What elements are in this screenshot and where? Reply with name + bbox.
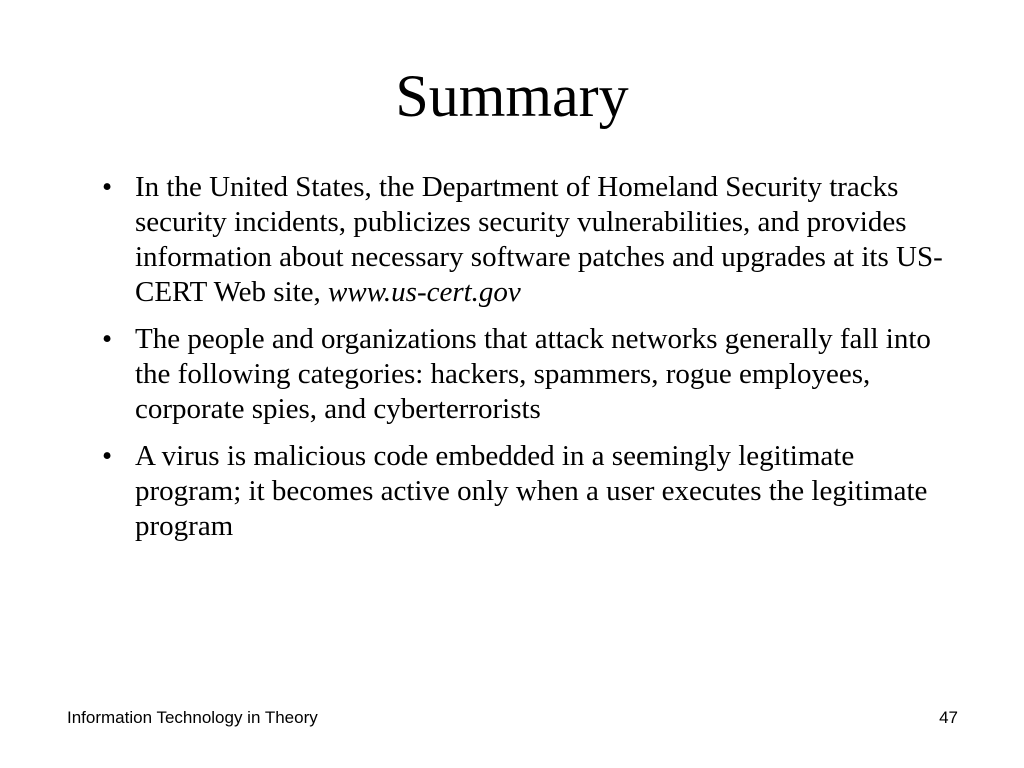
bullet-marker: • (102, 323, 113, 355)
bullet-text: In the United States, the Department of Homeland Security tracks security incidents, publicizes security vulnerabilities, and provides information about necessary software patches and upgrades at its US-CERT Web site, (135, 171, 943, 308)
bullet-list (100, 170, 960, 556)
us-cert-url: www.us-cert.gov (328, 276, 521, 308)
bullet-text: The people and organizations that attack networks generally fall into the following categories: hackers, spammers, rogue employees, corporate spies, and cyberterrorists (135, 323, 931, 425)
bullet-item (100, 322, 960, 427)
bullet-item (100, 170, 960, 310)
slide-title: Summary (395, 63, 629, 129)
bullet-text: A virus is malicious code embedded in a seemingly legitimate program; it becomes active only when a user executes the legitimate program (135, 440, 928, 542)
footer-course-title: Information Technology in Theory (67, 708, 318, 727)
footer-page-number: 47 (939, 708, 958, 727)
bullet-item (100, 439, 960, 544)
bullet-marker: • (102, 171, 113, 203)
bullet-marker: • (102, 440, 113, 472)
